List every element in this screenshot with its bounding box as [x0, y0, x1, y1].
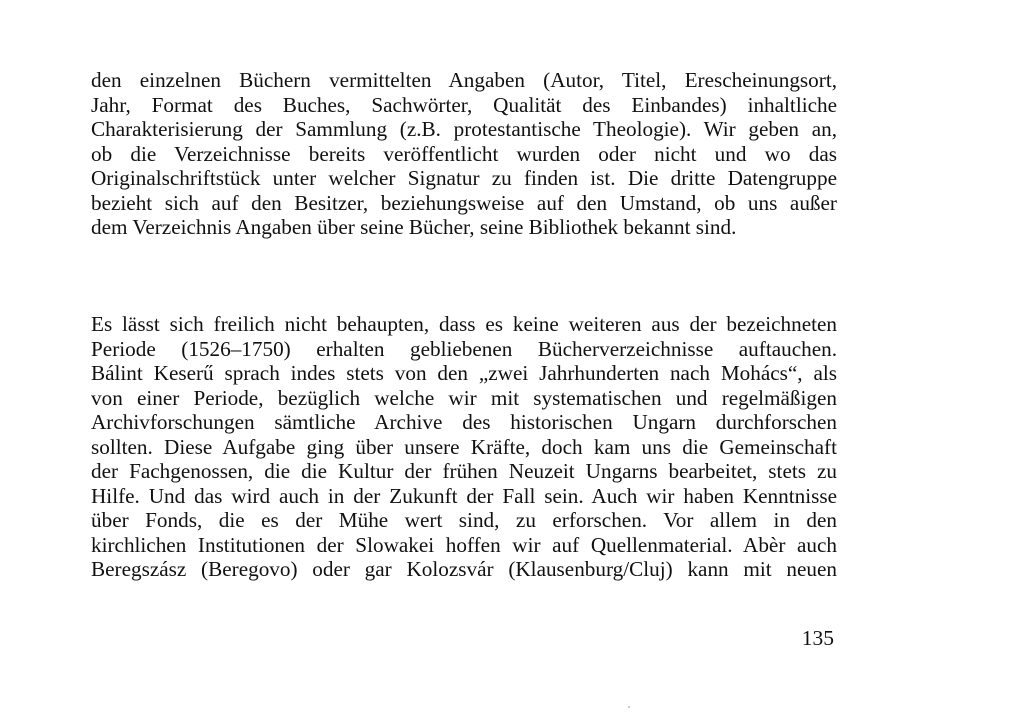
text-line: der Fachgenossen, die die Kultur der frühen Neuzeit Ungarns bearbeitet, stets zu — [91, 459, 837, 483]
text-line: bezieht sich auf den Besitzer, beziehungsweise auf den Umstand, ob uns außer — [91, 190, 837, 215]
text-line: Originalschriftstück unter welcher Signatur zu finden ist. Die dritte Datengruppe — [91, 166, 837, 190]
scan-speck — [628, 706, 630, 708]
paragraph-2 — [91, 312, 837, 582]
text-line: Es lässt sich freilich nicht behaupten, dass es keine weiteren aus der bezeichneten — [91, 312, 837, 336]
paragraph-1 — [91, 68, 837, 240]
text-line: dem Verzeichnis Angaben über seine Bücher, seine Bibliothek bekannt sind. — [91, 215, 737, 239]
text-line: Periode (1526–1750) erhalten gebliebenen Bücherverzeichnisse auftauchen. — [91, 336, 837, 361]
text-line: Jahr, Format des Buches, Sachwörter, Qualität des Einbandes) inhaltliche — [91, 92, 837, 117]
text-line: Bálint Keserű sprach indes stets von den „zwei Jahrhunderten nach Mohács“, als — [91, 361, 837, 385]
text-line: Charakterisierung der Sammlung (z.B. protestantische Theologie). Wir geben an, — [91, 117, 837, 141]
text-line: kirchlichen Institutionen der Slowakei hoffen wir auf Quellenmaterial. Abèr auch — [91, 532, 837, 557]
text-line: Archivforschungen sämtliche Archive des historischen Ungarn durchforschen — [91, 410, 837, 434]
text-line: Beregszász (Beregovo) oder gar Kolozsvár (Klausenburg/Cluj) kann mit neuen — [91, 557, 837, 581]
text-line: den einzelnen Büchern vermittelten Angaben (Autor, Titel, Erescheinungsort, — [91, 68, 837, 92]
text-line: Hilfe. Und das wird auch in der Zukunft der Fall sein. Auch wir haben Kenntnisse — [91, 483, 837, 508]
text-line: ob die Verzeichnisse bereits veröffentlicht wurden oder nicht und wo das — [91, 141, 837, 166]
text-line: von einer Periode, bezüglich welche wir mit systematischen und regelmäßigen — [91, 385, 837, 410]
page-number: 135 — [801, 626, 834, 650]
text-line: sollten. Diese Aufgabe ging über unsere Kräfte, doch kam uns die Gemeinschaft — [91, 434, 837, 459]
text-line: über Fonds, die es der Mühe wert sind, zu erforschen. Vor allem in den — [91, 508, 837, 532]
